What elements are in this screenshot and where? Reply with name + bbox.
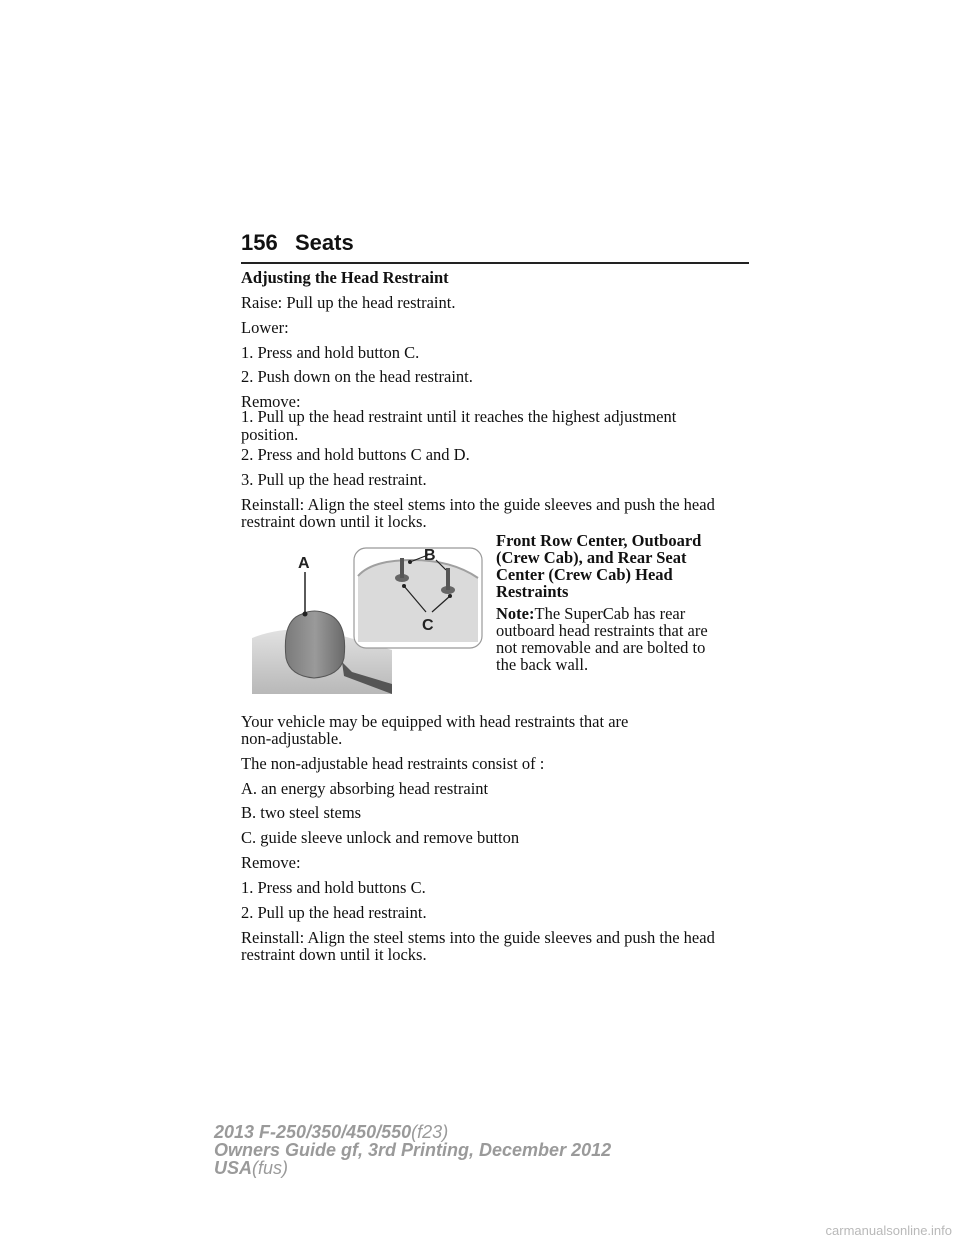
consist-text: The non-adjustable head restraints consist of : xyxy=(241,754,545,773)
remove-label: Remove: xyxy=(241,853,301,872)
steel-stem-left xyxy=(400,558,404,578)
remove-step: 3. Pull up the head restraint. xyxy=(241,470,427,489)
raise-text: Raise: Pull up the head restraint. xyxy=(241,293,456,312)
note-text: not removable and are bolted to xyxy=(496,638,706,657)
remove-step: 1. Press and hold buttons C. xyxy=(241,878,426,897)
adjusting-heading: Adjusting the Head Restraint xyxy=(241,268,449,287)
note-text: the back wall. xyxy=(496,655,589,674)
callout-dot-b xyxy=(408,560,412,564)
reinstall-text: Reinstall: Align the steel stems into the guide sleeves and push the head xyxy=(241,495,715,514)
component-item: C. guide sleeve unlock and remove button xyxy=(241,828,520,847)
footer-line xyxy=(214,1159,611,1177)
section-title: Seats xyxy=(295,230,354,255)
reinstall-text-continued: restraint down until it locks. xyxy=(241,512,427,531)
lower-label: Lower: xyxy=(241,318,289,337)
label-c: C xyxy=(422,617,434,634)
inset-restraint xyxy=(358,560,478,642)
component-item: B. two steel stems xyxy=(241,803,362,822)
remove-label: Remove: xyxy=(241,392,301,411)
footer-market-code: (fus) xyxy=(252,1158,289,1178)
remove-step: 1. Pull up the head restraint until it reaches the highest adjustment xyxy=(241,407,677,426)
steel-stem-right xyxy=(446,568,450,590)
lower-step: 1. Press and hold button C. xyxy=(241,343,420,362)
note-label: Note: xyxy=(496,604,535,623)
footer-guide-info: Owners Guide gf, 3rd Printing, December 2012 xyxy=(214,1140,612,1160)
footer-model-code: (f23) xyxy=(411,1122,449,1142)
page-header xyxy=(241,228,749,264)
footer-model: 2013 F-250/350/450/550 xyxy=(214,1122,412,1142)
callout-dot-a xyxy=(303,612,308,617)
lower-step: 2. Push down on the head restraint. xyxy=(241,367,473,386)
reinstall-text-continued: restraint down until it locks. xyxy=(241,945,427,964)
head-restraint-illustration xyxy=(252,538,484,694)
callout-dot-c-right xyxy=(448,594,452,598)
non-adjustable-intro-continued: non-adjustable. xyxy=(241,729,343,748)
remove-step: 2. Pull up the head restraint. xyxy=(241,903,427,922)
page-number: 156 xyxy=(241,230,278,255)
watermark: carmanualsonline.info xyxy=(825,1223,952,1238)
footer-market: USA xyxy=(214,1158,253,1178)
footer-line xyxy=(214,1123,611,1141)
label-a: A xyxy=(298,555,310,572)
remove-step: 2. Press and hold buttons C and D. xyxy=(241,445,470,464)
front-row-heading: (Crew Cab), and Rear Seat xyxy=(496,548,687,567)
reinstall-text: Reinstall: Align the steel stems into the guide sleeves and push the head xyxy=(241,928,715,947)
callout-dot-c-left xyxy=(402,584,406,588)
front-row-heading: Restraints xyxy=(496,582,569,601)
head-restraint-a xyxy=(285,611,344,678)
front-row-heading: Center (Crew Cab) Head xyxy=(496,565,673,584)
document-footer xyxy=(214,1123,611,1177)
remove-step-continued: position. xyxy=(241,425,299,444)
note-text: outboard head restraints that are xyxy=(496,621,708,640)
non-adjustable-intro: Your vehicle may be equipped with head restraints that are xyxy=(241,712,629,731)
label-b: B xyxy=(424,547,436,564)
component-item: A. an energy absorbing head restraint xyxy=(241,779,489,798)
note-text: The SuperCab has rear xyxy=(534,604,686,623)
front-row-heading: Front Row Center, Outboard xyxy=(496,531,702,550)
